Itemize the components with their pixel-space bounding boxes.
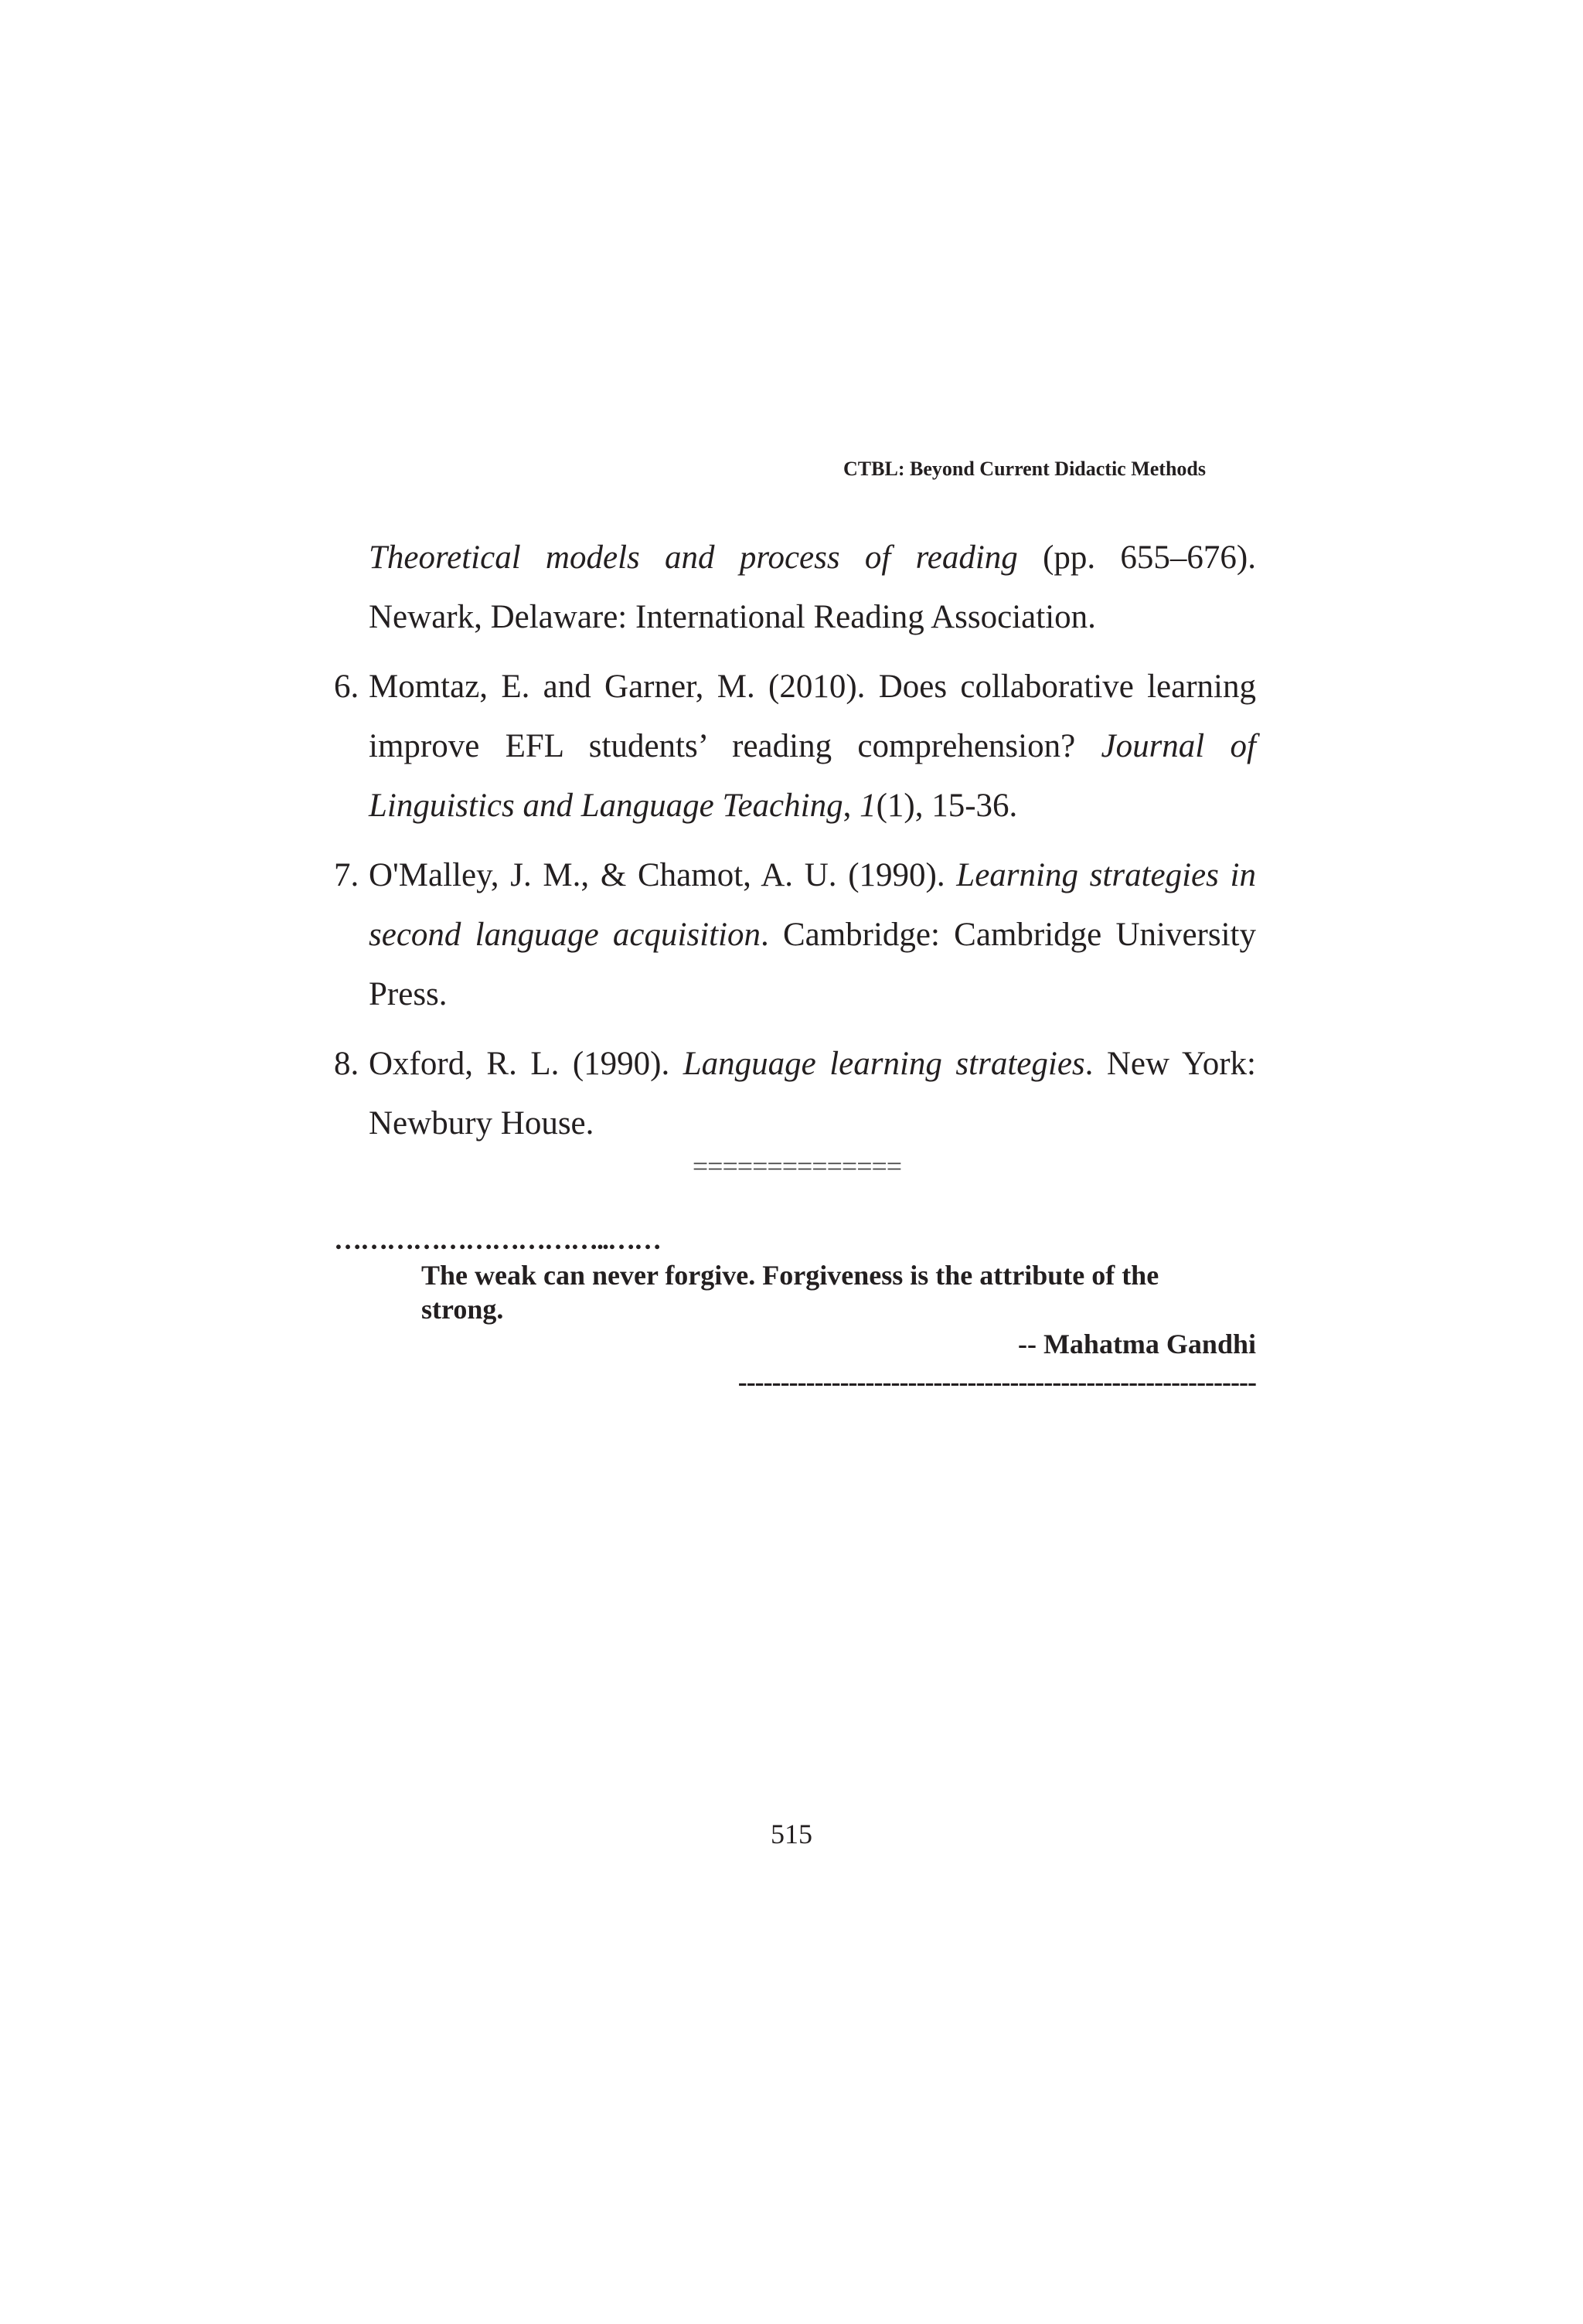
- reference-text: [369, 1046, 1256, 1142]
- reference-text-segment: Oxford, R. L. (1990).: [369, 1046, 683, 1082]
- reference-text: [369, 857, 1256, 1012]
- reference-title-italic: Theoretical models and process of reading: [369, 539, 1018, 576]
- section-separator: ==============: [692, 1151, 902, 1182]
- reference-text-segment: Momtaz, E. and Garner, M. (2010). Does collaborative learning improve EFL students’ reading comprehension?: [369, 669, 1256, 764]
- reference-text-segment: O'Malley, J. M., & Chamot, A. U. (1990).: [369, 857, 957, 893]
- reference-text-segment: (pp. 655–676). Newark, Delaware: International Reading Association.: [369, 539, 1256, 635]
- reference-number: 7.: [334, 857, 359, 893]
- reference-number: 6.: [334, 669, 359, 705]
- running-head: CTBL: Beyond Current Didactic Methods: [843, 458, 1206, 480]
- dashed-rule: -------------------------------------------------------------: [737, 1366, 1256, 1397]
- reference-title-italic: Journal of Linguistics and Language Teaching: [369, 728, 1257, 824]
- reference-title-italic: Language learning strategies: [683, 1046, 1085, 1082]
- reference-item: [334, 657, 1256, 835]
- reference-item: [334, 846, 1256, 1024]
- reference-text-segment: . New York: Newbury House.: [369, 1046, 1256, 1142]
- reference-number: 8.: [334, 1046, 359, 1082]
- page-number: 515: [771, 1819, 812, 1849]
- reference-title-italic: 1: [860, 788, 877, 824]
- reference-text: [369, 669, 1256, 824]
- dotted-line: …………………………..……: [334, 1224, 660, 1255]
- reference-list: [334, 528, 1256, 1153]
- reference-text: [369, 539, 1256, 635]
- reference-title-italic: Learning strategies in second language acquisition: [369, 857, 1256, 953]
- reference-item: [334, 528, 1256, 647]
- reference-item: [334, 1034, 1256, 1153]
- quote-text: The weak can never forgive. Forgiveness is the attribute of the strong.: [421, 1260, 1159, 1325]
- reference-text-segment: ,: [843, 788, 860, 824]
- reference-text-segment: (1), 15-36.: [876, 788, 1018, 824]
- quote-attribution: -- Mahatma Gandhi: [1017, 1329, 1256, 1359]
- reference-text-segment: . Cambridge: Cambridge University Press.: [369, 917, 1256, 1012]
